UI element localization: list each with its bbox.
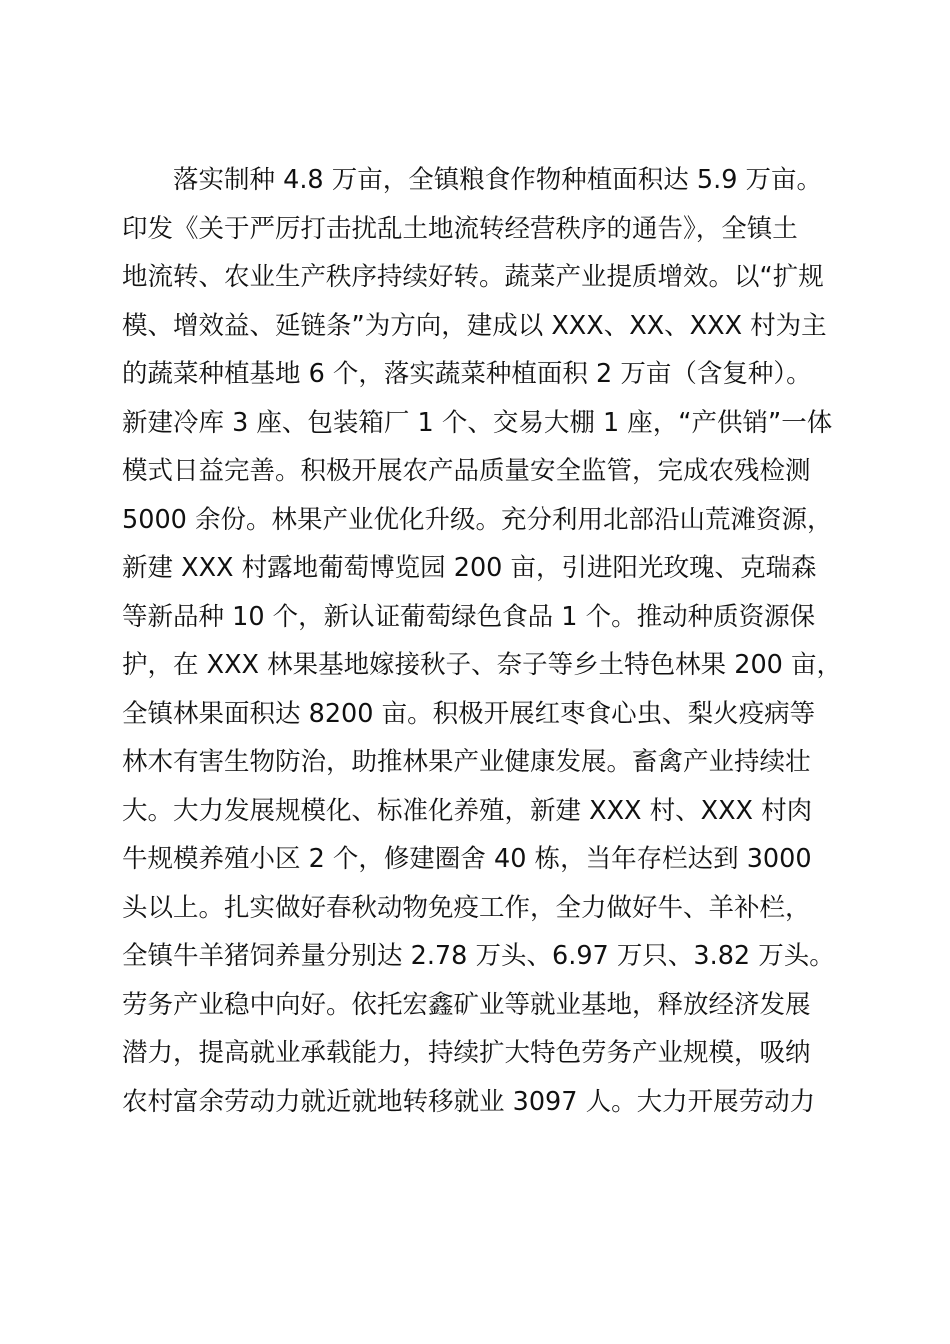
paragraph-line: 新建冷库 3 座、包装箱厂 1 个、交易大棚 1 座，“产供销”一体 (122, 407, 833, 438)
paragraph-line: 地流转、农业生产秩序持续好转。蔬菜产业提质增效。以“扩规 (122, 262, 824, 292)
paragraph-line: 落实制种 4.8 万亩，全镇粮食作物种植面积达 5.9 万亩。 (173, 165, 823, 195)
body-paragraph (122, 156, 842, 1126)
paragraph-line: 5000 余份。林果产业优化升级。充分利用北部沿山荒滩资源， (122, 504, 833, 535)
paragraph-line: 等新品种 10 个，新认证葡萄绿色食品 1 个。推动种质资源保 (122, 601, 816, 632)
paragraph-line: 护，在 XXX 林果基地嫁接秋子、奈子等乡土特色林果 200 亩， (122, 650, 843, 680)
paragraph-line: 潜力，提高就业承载能力，持续扩大特色劳务产业规模，吸纳 (122, 1038, 811, 1068)
paragraph-line: 模、增效益、延链条”为方向，建成以 XXX、XX、XXX 村为主 (122, 310, 827, 341)
paragraph-line: 模式日益完善。积极开展农产品质量安全监管，完成农残检测 (122, 456, 811, 486)
paragraph-line: 林木有害生物防治，助推林果产业健康发展。畜禽产业持续壮 (122, 747, 811, 777)
paragraph-line: 新建 XXX 村露地葡萄博览园 200 亩，引进阳光玫瑰、克瑞森 (122, 553, 817, 583)
paragraph-line: 全镇林果面积达 8200 亩。积极开展红枣食心虫、梨火疫病等 (122, 698, 816, 729)
paragraph-line: 头以上。扎实做好春秋动物免疫工作，全力做好牛、羊补栏， (122, 892, 811, 923)
paragraph-line: 劳务产业稳中向好。依托宏鑫矿业等就业基地，释放经济发展 (122, 989, 811, 1020)
paragraph-line: 牛规模养殖小区 2 个，修建圈舍 40 栋，当年存栏达到 3000 (122, 844, 812, 874)
paragraph-line: 印发《关于严厉打击扰乱土地流转经营秩序的通告》，全镇土 (122, 213, 798, 244)
paragraph-line: 的蔬菜种植基地 6 个，落实蔬菜种植面积 2 万亩（含复种）。 (122, 359, 812, 389)
paragraph-line: 全镇牛羊猪饲养量分别达 2.78 万头、6.97 万只、3.82 万头。 (122, 941, 835, 971)
paragraph-line: 大。大力发展规模化、标准化养殖，新建 XXX 村、XXX 村肉 (122, 795, 813, 826)
paragraph-line: 农村富余劳动力就近就地转移就业 3097 人。大力开展劳动力 (122, 1086, 816, 1117)
